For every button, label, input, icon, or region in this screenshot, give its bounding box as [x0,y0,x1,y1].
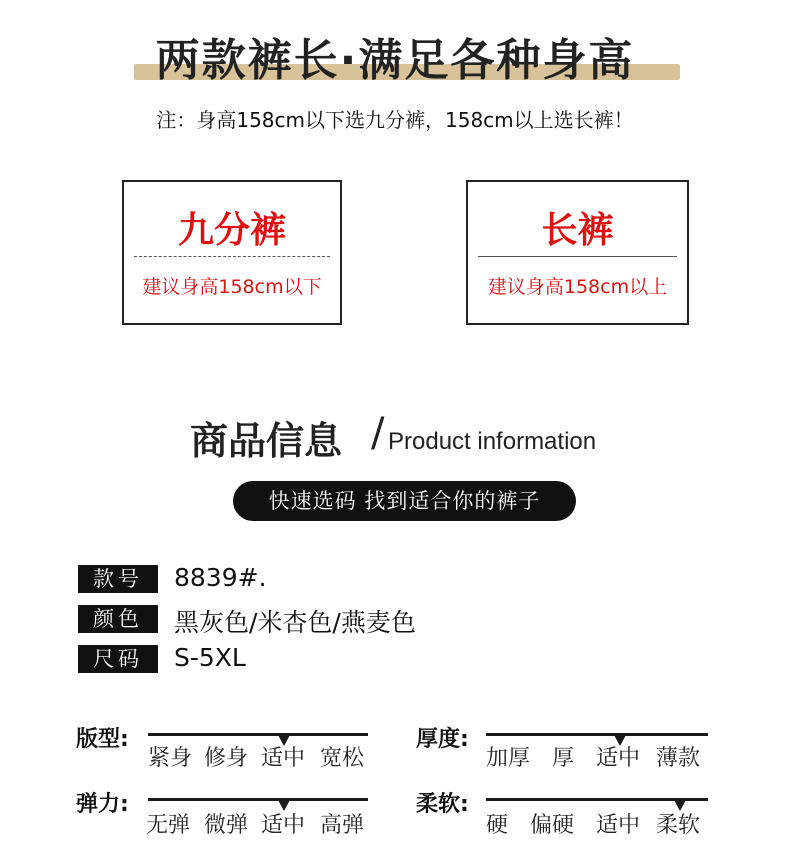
scale-label-fit: 版型: [76,727,129,752]
section-title-english: Product information [388,428,597,455]
spec-label-style-number: 款号 [78,565,158,593]
scale-option: 厚 [552,746,575,771]
spec-label-size: 尺码 [78,645,158,673]
scale-option: 宽松 [320,746,365,771]
page-title: 两款裤长·满足各种身高 [155,35,635,86]
scale-option-selected: 柔软 [656,813,701,838]
scale-option: 无弹 [146,813,191,838]
scale-option: 适中 [596,813,641,838]
scale-option: 微弹 [204,813,249,838]
scale-label-softness: 柔软: [416,792,469,817]
scale-option-selected: 适中 [261,746,306,771]
length-card-title: 长裤 [541,210,614,251]
size-note: 注：身高158cm以下选九分裤，158cm以上选长裤！ [156,108,634,132]
scale-option: 加厚 [486,746,531,771]
scale-option: 高弹 [320,813,365,838]
scale-line-fit [148,733,368,736]
scale-option-selected: 适中 [261,813,306,838]
divider [478,256,677,257]
length-card-title: 九分裤 [177,210,286,251]
divider [134,256,330,257]
length-card-cropped [122,180,342,325]
scale-line-stretch [148,798,368,801]
scale-option: 偏硬 [530,813,575,838]
length-card-subtitle: 建议身高158cm以下 [142,276,322,298]
tagline-pill: 快速选码 找到适合你的裤子 [233,481,576,521]
spec-value-size: S-5XL [174,643,246,672]
scale-label-thickness: 厚度: [416,727,469,752]
scale-option-selected: 适中 [596,746,641,771]
length-card-long [466,180,689,325]
scale-line-thickness [486,733,708,736]
scale-option: 紧身 [148,746,193,771]
scale-option: 薄款 [656,746,701,771]
section-title: 商品信息 [190,419,343,463]
spec-value-color: 黑灰色/米杏色/燕麦色 [174,608,416,637]
spec-label-color: 颜色 [78,605,158,633]
scale-label-stretch: 弹力: [76,792,129,817]
section-title-slash: / [371,410,385,456]
scale-option: 硬 [486,813,509,838]
scale-option: 修身 [204,746,249,771]
spec-value-style-number: 8839#. [174,563,267,592]
length-card-subtitle: 建议身高158cm以上 [487,276,668,298]
